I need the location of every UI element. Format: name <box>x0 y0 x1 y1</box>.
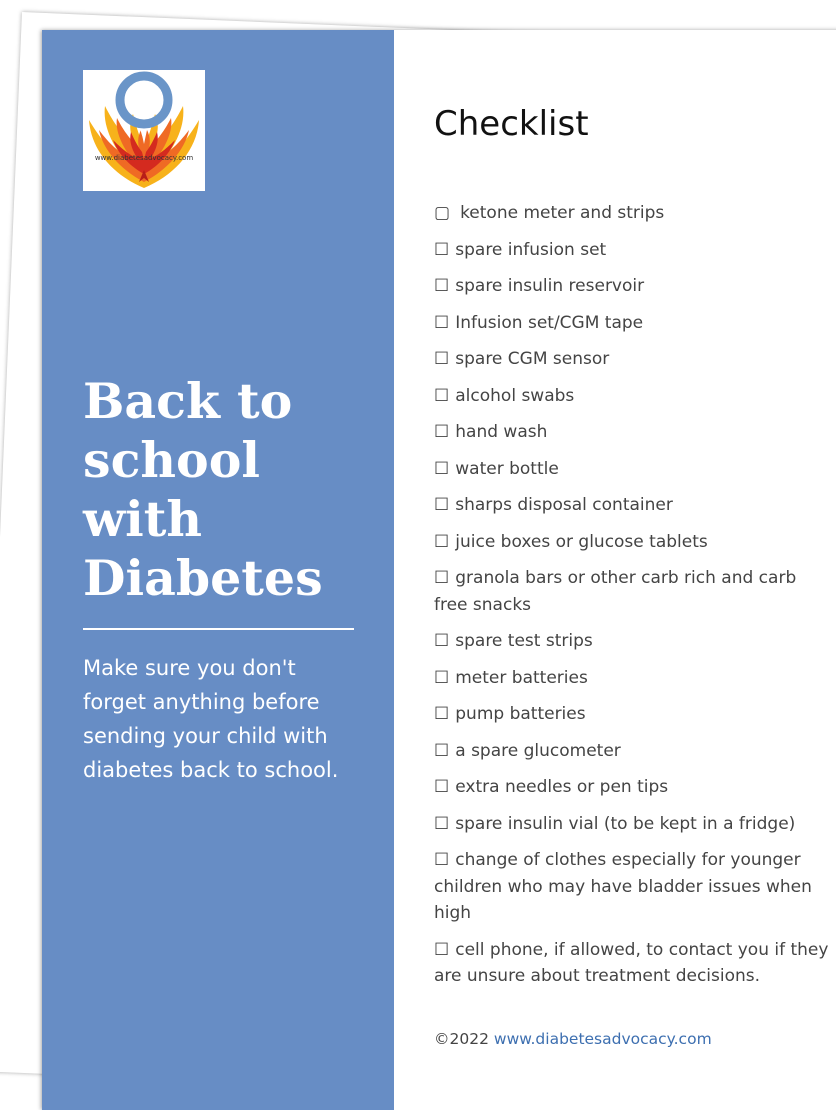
checklist-item-label: extra needles or pen tips <box>455 777 669 797</box>
logo <box>83 70 205 191</box>
front-paper-sheet <box>42 30 836 1110</box>
checklist-item-label: spare infusion set <box>455 239 607 260</box>
checklist-item <box>434 628 829 655</box>
checklist-item-label: spare insulin reservoir <box>455 276 645 296</box>
checklist-item <box>434 774 829 801</box>
checklist-item <box>434 310 829 337</box>
checklist-item-label: sharps disposal container <box>455 495 673 515</box>
checklist-item-label: meter batteries <box>455 667 588 688</box>
checklist-item <box>434 937 829 990</box>
checkbox-icon[interactable]: ☐ <box>434 385 450 406</box>
checklist-item <box>434 273 829 300</box>
checklist-item-label: water bottle <box>455 458 559 479</box>
checklist-item-label: hand wash <box>455 422 548 442</box>
checkbox-icon[interactable]: ☐ <box>434 495 450 515</box>
checklist-item-label: Infusion set/CGM tape <box>455 312 644 333</box>
checklist-title: Checklist <box>434 104 589 144</box>
checkbox-icon[interactable]: ☐ <box>434 239 450 260</box>
checkbox-icon[interactable]: ☐ <box>434 631 450 651</box>
checklist-item <box>434 492 829 519</box>
checklist-item <box>434 200 829 227</box>
checklist-item <box>434 665 829 692</box>
checkbox-icon[interactable]: ☐ <box>434 422 450 442</box>
logo-url-text: www.diabetesadvocacy.com <box>94 154 194 162</box>
checklist-item-label: pump batteries <box>455 704 586 724</box>
checkbox-icon[interactable]: ☐ <box>434 704 450 724</box>
sidebar-panel <box>42 30 394 1110</box>
checkbox-icon[interactable]: ☐ <box>434 740 450 761</box>
checkbox-icon[interactable]: ☐ <box>434 777 450 797</box>
checkbox-icon[interactable]: ☐ <box>434 667 450 688</box>
copyright-text: ©2022 <box>434 1030 489 1048</box>
checklist-item-label: alcohol swabs <box>455 385 575 406</box>
checklist-item <box>434 565 829 618</box>
checklist-item <box>434 237 829 264</box>
checklist-item-label: ketone meter and strips <box>460 203 665 223</box>
checkbox-icon[interactable]: ▢ <box>434 203 451 223</box>
checklist-item-label: granola bars or other carb rich and carb free snacks <box>434 568 797 615</box>
checkbox-icon[interactable]: ☐ <box>434 568 450 588</box>
checklist-item-label: a spare glucometer <box>455 740 621 761</box>
checkbox-icon[interactable]: ☐ <box>434 458 450 479</box>
checkbox-icon[interactable]: ☐ <box>434 276 450 296</box>
checkbox-icon[interactable]: ☐ <box>434 531 450 552</box>
checklist-item <box>434 456 829 483</box>
checklist-item-label: spare insulin vial (to be kept in a fridge) <box>455 813 796 834</box>
checklist-item <box>434 847 829 927</box>
checklist-item <box>434 419 829 446</box>
checklist-item-label: spare CGM sensor <box>455 349 610 369</box>
phoenix-logo-icon <box>83 70 205 191</box>
footer <box>434 1030 712 1048</box>
checklist-item <box>434 383 829 410</box>
checklist-item <box>434 811 829 838</box>
checklist-item <box>434 529 829 556</box>
checklist-item-label: cell phone, if allowed, to contact you if they are unsure about treatment decisions. <box>434 939 829 986</box>
checklist-list <box>434 200 829 1000</box>
checklist-item <box>434 701 829 728</box>
page-headline: Back to school with Diabetes <box>83 372 323 607</box>
sidebar-divider <box>83 628 354 630</box>
checkbox-icon[interactable]: ☐ <box>434 312 450 333</box>
checkbox-icon[interactable]: ☐ <box>434 813 450 834</box>
sidebar-subtext: Make sure you don't forget anything before sending your child with diabetes back to school. <box>83 656 339 782</box>
website-link[interactable]: www.diabetesadvocacy.com <box>493 1030 712 1048</box>
checkbox-icon[interactable]: ☐ <box>434 939 450 960</box>
checklist-item-label: spare test strips <box>455 631 593 651</box>
checklist-item <box>434 346 829 373</box>
checkbox-icon[interactable]: ☐ <box>434 850 450 870</box>
checklist-item <box>434 738 829 765</box>
checklist-item-label: juice boxes or glucose tablets <box>455 531 708 552</box>
checkbox-icon[interactable]: ☐ <box>434 349 450 369</box>
checklist-item-label: change of clothes especially for younger children who may have bladder issues when high <box>434 850 812 923</box>
